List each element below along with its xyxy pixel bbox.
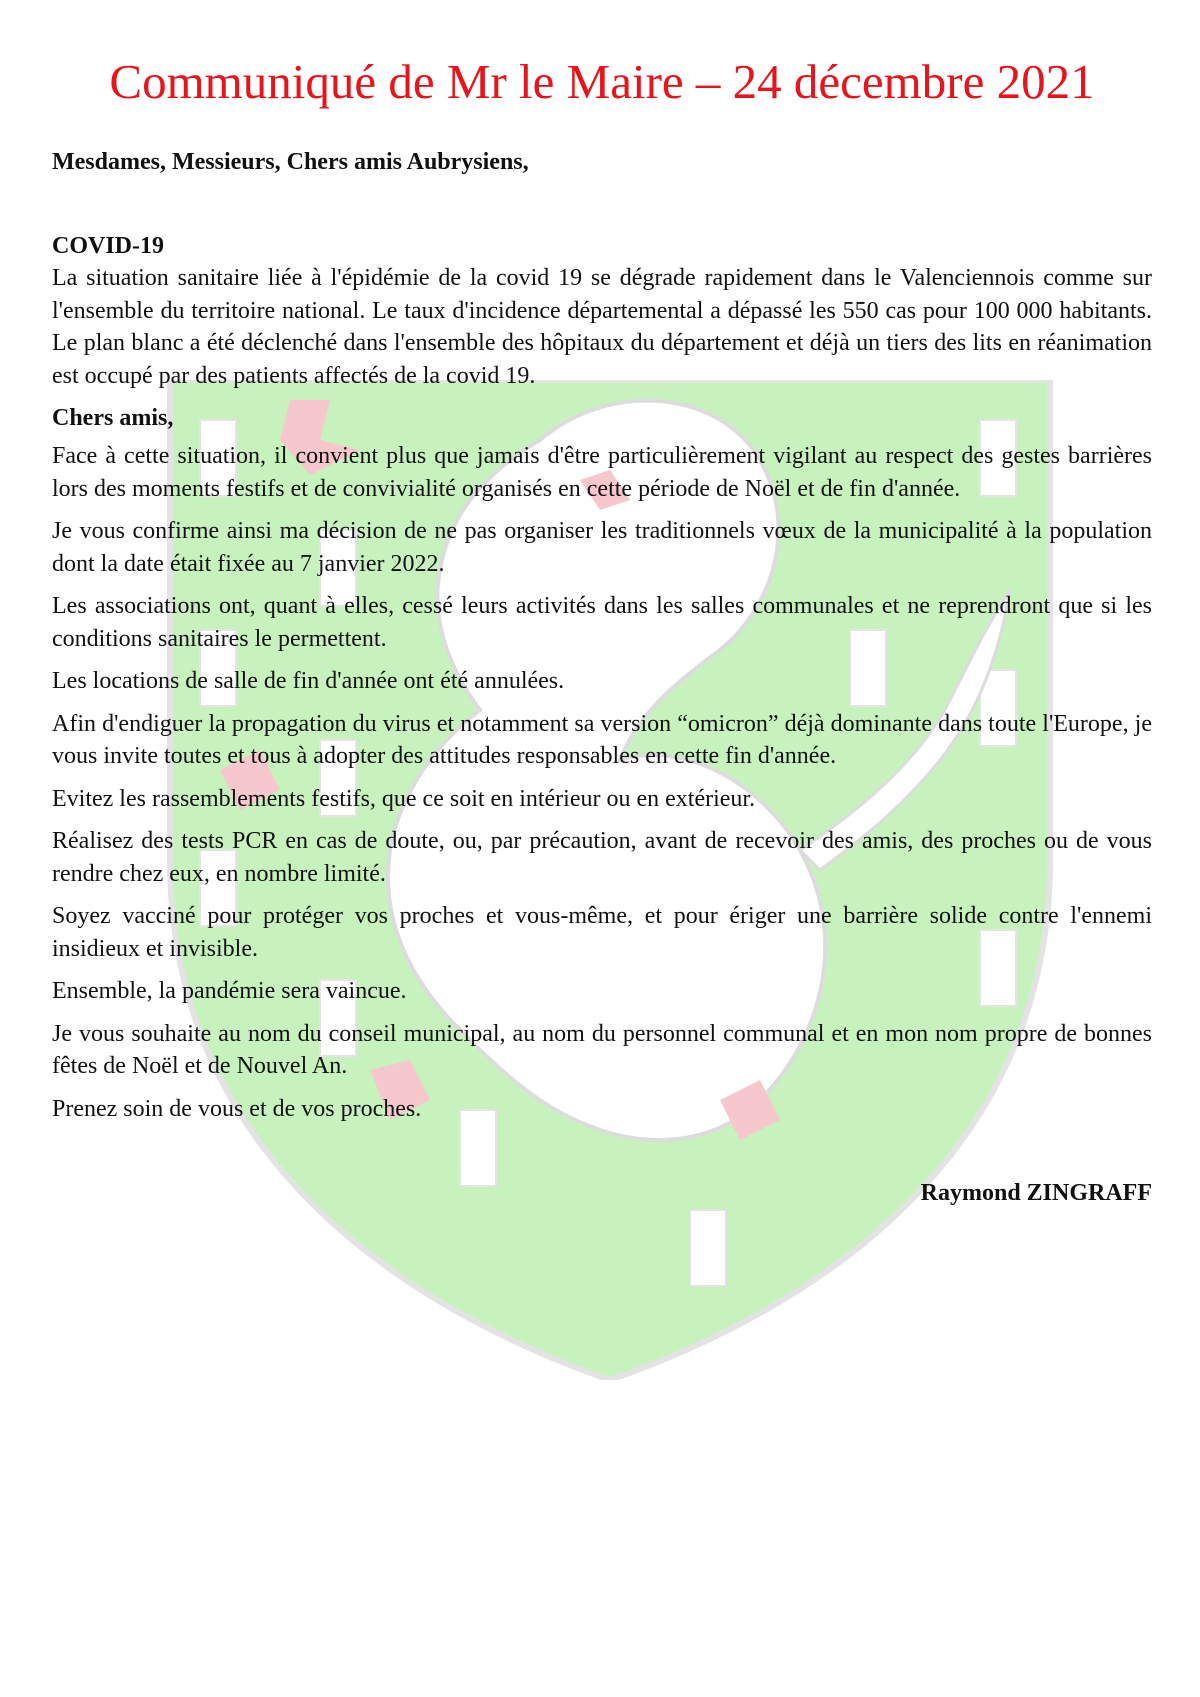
paragraph: Soyez vacciné pour protéger vos proches et vous-même, et pour ériger une barrière solide contre l'ennemi insidieux et invisible. xyxy=(52,903,1152,962)
intro-paragraph: La situation sanitaire liée à l'épidémie de la covid 19 se dégrade rapidement dans le Valenciennois comme sur l'ensemble du territoire national. Le taux d'incidence départemental a dépassé les 550 cas pour 100 000 habitants. Le plan blanc a été déclenché dans l'ensemble des hôpitaux du département et déjà un tiers des lits en réanimation est occupé par des patients affectés de la covid 19. xyxy=(52,265,1152,389)
paragraph: Prenez soin de vous et de vos proches. xyxy=(52,1095,422,1122)
page-title: Communiqué de Mr le Maire – 24 décembre 2021 xyxy=(109,54,1095,109)
letter-content xyxy=(52,0,1152,1209)
paragraph: Afin d'endiguer la propagation du virus et notamment sa version “omicron” déjà dominante dans toute l'Europe, je vous invite toutes et tous à adopter des attitudes responsables en cette fin d'année. xyxy=(52,710,1152,769)
paragraph: Evitez les rassemblements festifs, que ce soit en intérieur ou en extérieur. xyxy=(52,785,756,812)
paragraph: Face à cette situation, il convient plus que jamais d'être particulièrement vigilant au respect des gestes barrières lors des moments festifs et de convivialité organisés en cette période de Noël et de fin d'année. xyxy=(52,443,1152,502)
salutation: Mesdames, Messieurs, Chers amis Aubrysiens, xyxy=(52,149,529,175)
paragraph: Réalisez des tests PCR en cas de doute, ou, par précaution, avant de recevoir des amis, des proches ou de vous rendre chez eux, en nombre limité. xyxy=(52,828,1152,887)
signature: Raymond ZINGRAFF xyxy=(920,1180,1152,1206)
section-heading: COVID-19 xyxy=(52,233,164,259)
paragraph: Les locations de salle de fin d'année ont été annulées. xyxy=(52,668,565,694)
paragraph: Ensemble, la pandémie sera vaincue. xyxy=(52,978,407,1004)
paragraph: Je vous confirme ainsi ma décision de ne pas organiser les traditionnels vœux de la municipalité à la population dont la date était fixée au 7 janvier 2022. xyxy=(52,518,1152,577)
paragraph: Les associations ont, quant à elles, cessé leurs activités dans les salles communales et ne reprendront que si les conditions sanitaires le permettent. xyxy=(52,593,1152,652)
subheading: Chers amis, xyxy=(52,405,174,431)
paragraph: Je vous souhaite au nom du conseil municipal, au nom du personnel communal et en mon nom propre de bonnes fêtes de Noël et de Nouvel An. xyxy=(52,1020,1152,1079)
